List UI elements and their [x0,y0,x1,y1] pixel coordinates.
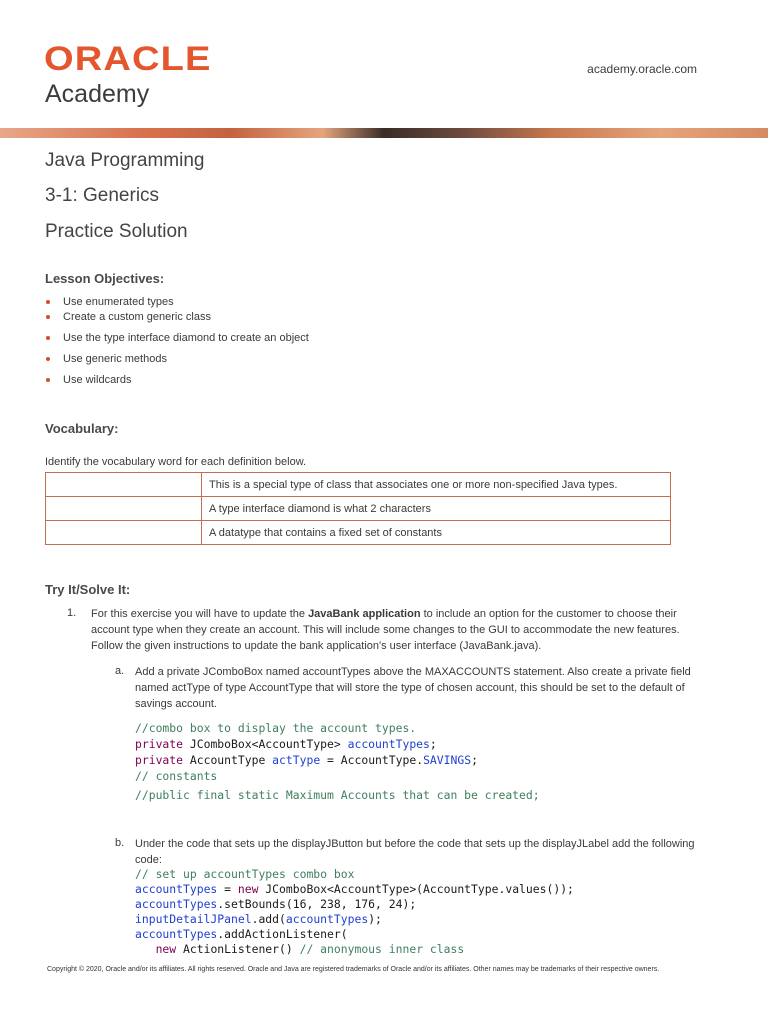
step1-bold: JavaBank application [308,608,421,620]
document-type-title: Practice Solution [45,221,188,242]
objective-item: Create a custom generic class [45,311,211,323]
lesson-title: 3-1: Generics [45,185,160,206]
code-keyword: private [135,737,184,751]
code-field: accountTypes [135,882,218,896]
vocab-definition-cell: A type interface diamond is what 2 characters [202,497,671,521]
step-b-text [135,836,735,868]
code-keyword: new [155,942,177,956]
objective-item: Use wildcards [45,374,131,386]
step-a-label: a. [115,665,125,677]
code-text: JComboBox<AccountType> [183,737,348,751]
code-field: accountTypes [347,737,430,751]
step1-line3: Follow the given instructions to update the bank application's user interface (JavaBank.java). [91,640,542,652]
code-field: accountTypes [135,927,218,941]
step1-line1 [91,606,731,622]
vocab-term-cell [46,521,202,545]
code-field: inputDetailJPanel [135,912,252,926]
table-row [46,497,671,521]
code-keyword: new [237,882,259,896]
code-text: ; [429,737,437,751]
code-text: ActionListener() [176,942,300,956]
table-row [46,473,671,497]
vocab-definition-cell: This is a special type of class that associates one or more non-specified Java types. [202,473,671,497]
step1-pre: For this exercise you will have to update the [91,608,309,620]
code-comment: // constants [135,769,218,783]
site-url[interactable]: academy.oracle.com [587,62,697,76]
step-a-line2: named actType of type AccountType that will store the type of chosen account, this should be set to the default of [135,682,685,694]
vocabulary-heading: Vocabulary: [45,421,119,436]
code-text: .setBounds(16, 238, 176, 24); [217,897,417,911]
vocab-term-cell [46,497,202,521]
code-block-a [135,720,540,806]
code-text: = [217,882,238,896]
code-comment: //public final static Maximum Accounts that can be created; [135,788,540,802]
objective-item: Use generic methods [45,353,167,365]
step-a-line3: savings account. [135,698,217,710]
code-field: accountTypes [285,912,369,926]
code-text: = AccountType. [320,753,424,767]
code-text: ; [471,753,478,767]
code-text: ); [368,912,382,926]
objective-item: Use the type interface diamond to create an object [45,332,309,344]
code-constant: SAVINGS [423,753,472,767]
code-keyword: private [135,753,184,767]
objective-item: Use enumerated types [45,296,174,308]
code-text: JComboBox<AccountType>(AccountType.values()); [258,882,574,896]
step-b-label: b. [115,837,125,849]
code-field: actType [272,753,321,767]
step-a-line1: Add a private JComboBox named accountTypes above the MAXACCOUNTS statement. Also create a private field [135,666,691,678]
code-comment: // anonymous inner class [299,942,465,956]
step-a-text [135,664,735,712]
code-comment: // set up accountTypes combo box [135,867,355,881]
step1-text [91,606,731,654]
step-b-line1: Under the code that sets up the displayJButton but before the code that sets up the displayJLabel add the following [135,838,695,850]
code-text: .addActionListener( [217,927,348,941]
vocabulary-intro: Identify the vocabulary word for each definition below. [45,456,307,468]
code-text: .add( [251,912,286,926]
table-row [46,521,671,545]
vocabulary-table [45,472,671,545]
code-text: AccountType [183,753,273,767]
step1-post: to include an option for the customer to choose their [420,608,677,620]
oracle-logo: ORACLE [44,40,212,78]
code-comment: //combo box to display the account types. [135,721,417,735]
code-field: accountTypes [135,897,218,911]
copyright-footer: Copyright © 2020, Oracle and/or its affiliates. All rights reserved. Oracle and Java are registered trademarks of Oracle and/or its affiliates. Other names may be trademarks of their respective owners. [47,966,660,973]
step-number: 1. [67,607,77,619]
step1-line2: account type when they create an account. This will include some changes to the GUI to accommodate the new features. [91,624,680,636]
decorative-banner [0,128,768,138]
try-it-heading: Try It/Solve It: [45,582,131,597]
vocab-term-cell [46,473,202,497]
course-title: Java Programming [45,150,205,171]
step-b-line2: code: [135,854,162,866]
code-block-b [135,867,574,957]
objectives-heading: Lesson Objectives: [45,271,165,286]
academy-logo-text: Academy [45,80,150,108]
vocab-definition-cell: A datatype that contains a fixed set of constants [202,521,671,545]
